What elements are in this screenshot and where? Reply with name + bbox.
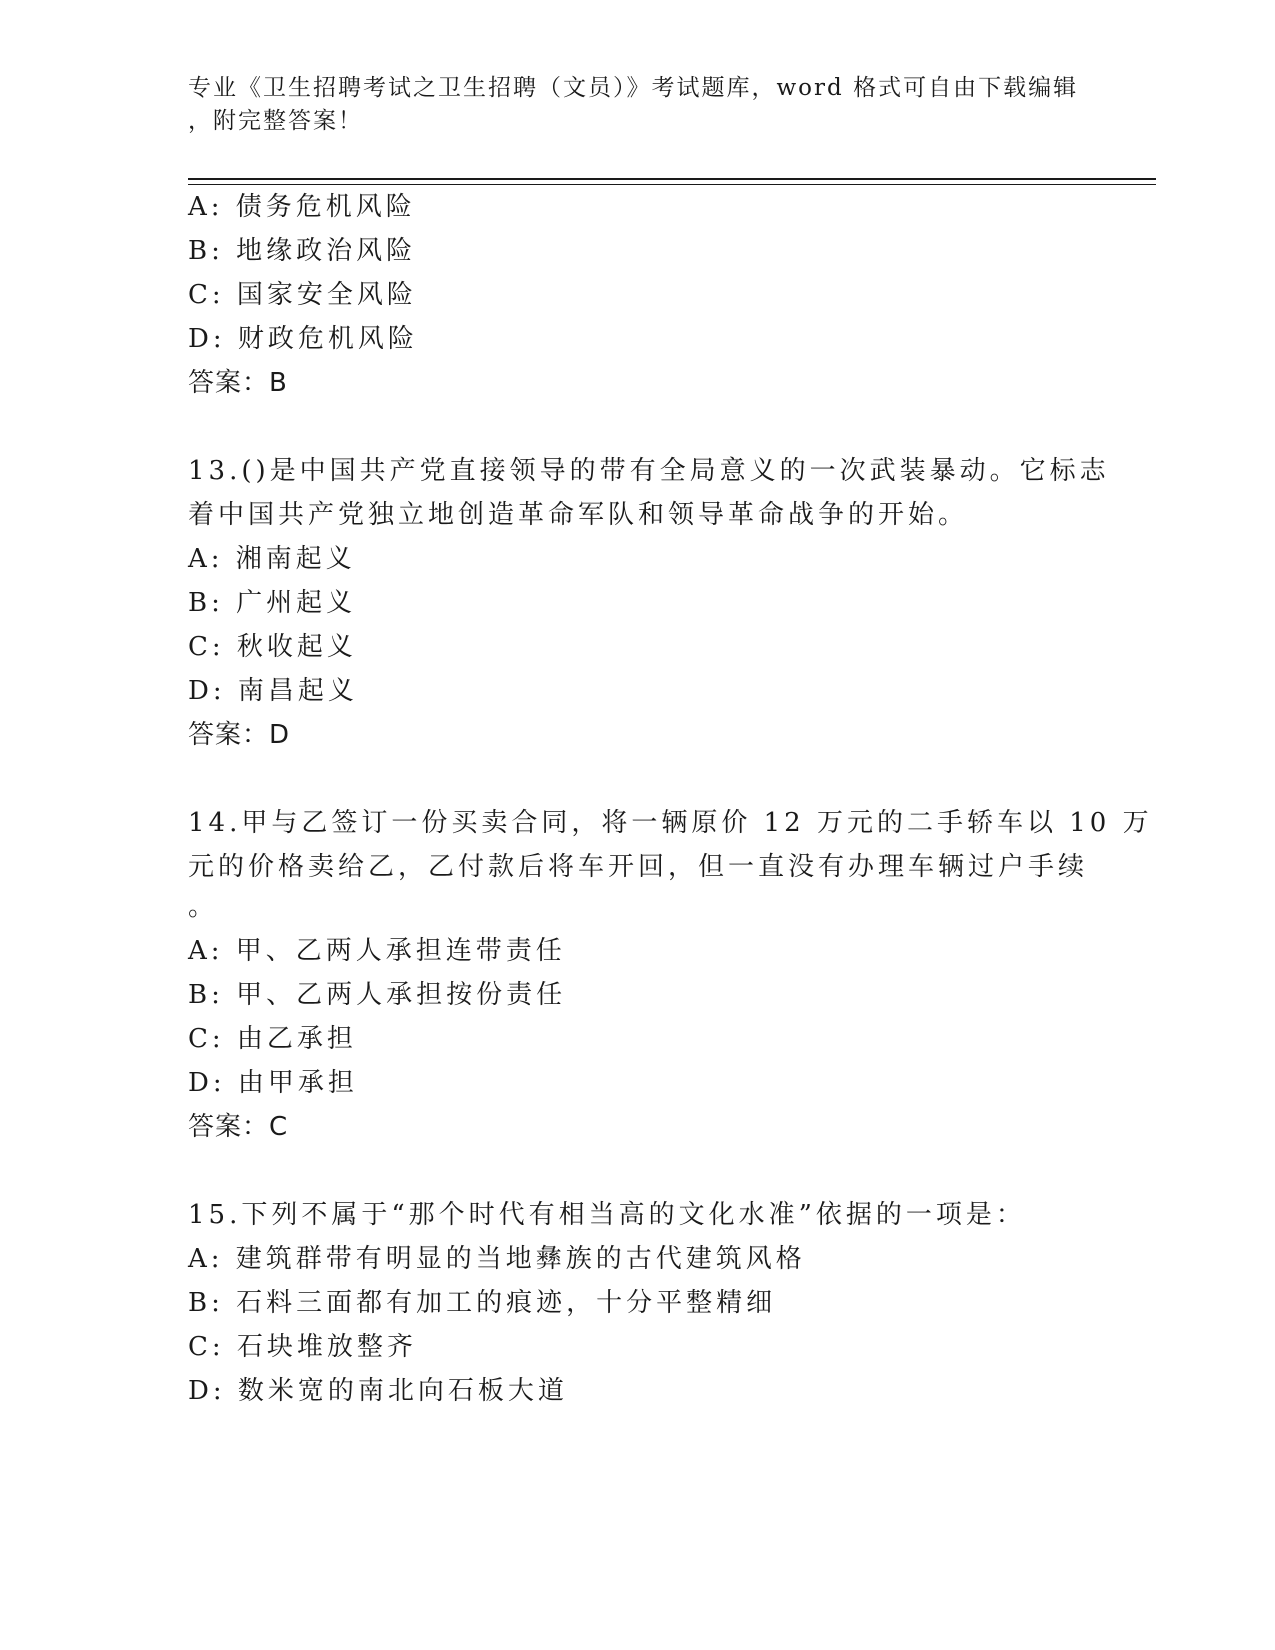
q14-option-c: C: 由乙承担 — [188, 1024, 357, 1054]
q12-option-a: A: 债务危机风险 — [188, 192, 416, 222]
q15-option-b: B: 石料三面都有加工的痕迹，十分平整精细 — [188, 1288, 777, 1318]
q15-option-d: D: 数米宽的南北向石板大道 — [188, 1376, 568, 1406]
q12-answer: 答案：B — [188, 368, 288, 398]
q12-option-c: C: 国家安全风险 — [188, 280, 417, 310]
header-divider-top — [188, 178, 1156, 180]
q14-stem-line-1: 14.甲与乙签订一份买卖合同，将一辆原价 12 万元的二手轿车以 10 万 — [188, 808, 1153, 838]
q13-option-a: A: 湘南起义 — [188, 544, 356, 574]
q15-option-a: A: 建筑群带有明显的当地彝族的古代建筑风格 — [188, 1244, 806, 1274]
q14-stem-line-3: 。 — [188, 892, 219, 922]
q14-answer: 答案：C — [188, 1112, 289, 1142]
q13-option-b: B: 广州起义 — [188, 588, 357, 618]
q13-option-d: D: 南昌起义 — [188, 676, 358, 706]
header-divider-bottom — [188, 184, 1156, 185]
q13-stem-line-1: 13.()是中国共产党直接领导的带有全局意义的一次武装暴动。它标志 — [188, 456, 1110, 486]
q14-option-a: A: 甲、乙两人承担连带责任 — [188, 936, 566, 966]
q12-option-b: B: 地缘政治风险 — [188, 236, 417, 266]
q14-option-d: D: 由甲承担 — [188, 1068, 358, 1098]
header-line-2: ，附完整答案！ — [188, 108, 363, 134]
q12-option-d: D: 财政危机风险 — [188, 324, 418, 354]
q13-answer: 答案：D — [188, 720, 291, 750]
q13-stem-line-2: 着中国共产党独立地创造革命军队和领导革命战争的开始。 — [188, 500, 969, 530]
q15-option-c: C: 石块堆放整齐 — [188, 1332, 417, 1362]
q14-option-b: B: 甲、乙两人承担按份责任 — [188, 980, 567, 1010]
header-line-1: 专业《卫生招聘考试之卫生招聘（文员）》考试题库，word 格式可自由下载编辑 — [188, 75, 1079, 101]
document-header — [188, 72, 1088, 138]
q13-option-c: C: 秋收起义 — [188, 632, 357, 662]
q14-stem-line-2: 元的价格卖给乙，乙付款后将车开回，但一直没有办理车辆过户手续 — [188, 852, 1089, 882]
q15-stem-line-1: 15.下列不属于“那个时代有相当高的文化水准”依据的一项是： — [188, 1200, 1026, 1230]
